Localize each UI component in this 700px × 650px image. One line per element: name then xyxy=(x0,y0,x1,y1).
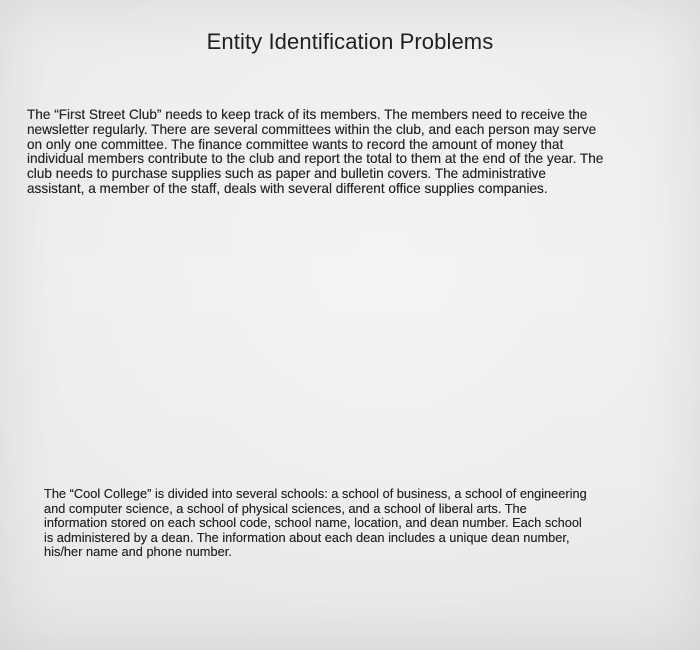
paragraph-line: club needs to purchase supplies such as paper and bulletin covers. The administrative xyxy=(27,166,546,182)
problem-cool-college xyxy=(44,487,669,560)
paragraph-line: The “Cool College” is divided into several schools: a school of business, a school of engineering xyxy=(44,486,587,501)
paragraph-line: individual members contribute to the club and report the total to them at the end of the year. The xyxy=(27,151,604,167)
paragraph-line: his/her name and phone number. xyxy=(44,544,232,560)
paragraph-line: information stored on each school code, school name, location, and dean number. Each school xyxy=(44,515,582,531)
paragraph-line: and computer science, a school of physical sciences, and a school of liberal arts. The xyxy=(44,500,527,516)
paragraph-line: newsletter regularly. There are several committees within the club, and each person may serve xyxy=(27,121,597,137)
paragraph-line: assistant, a member of the staff, deals with several different office supplies companies. xyxy=(27,180,548,196)
paragraph-line: is administered by a dean. The information about each dean includes a unique dean number, xyxy=(44,529,570,545)
page-title: Entity Identification Problems xyxy=(206,29,494,54)
problem-first-street-club xyxy=(27,108,682,197)
paragraph-line: The “First Street Club” needs to keep track of its members. The members need to receive the xyxy=(27,107,588,122)
paragraph-line: on only one committee. The finance committee wants to record the amount of money that xyxy=(27,136,564,152)
